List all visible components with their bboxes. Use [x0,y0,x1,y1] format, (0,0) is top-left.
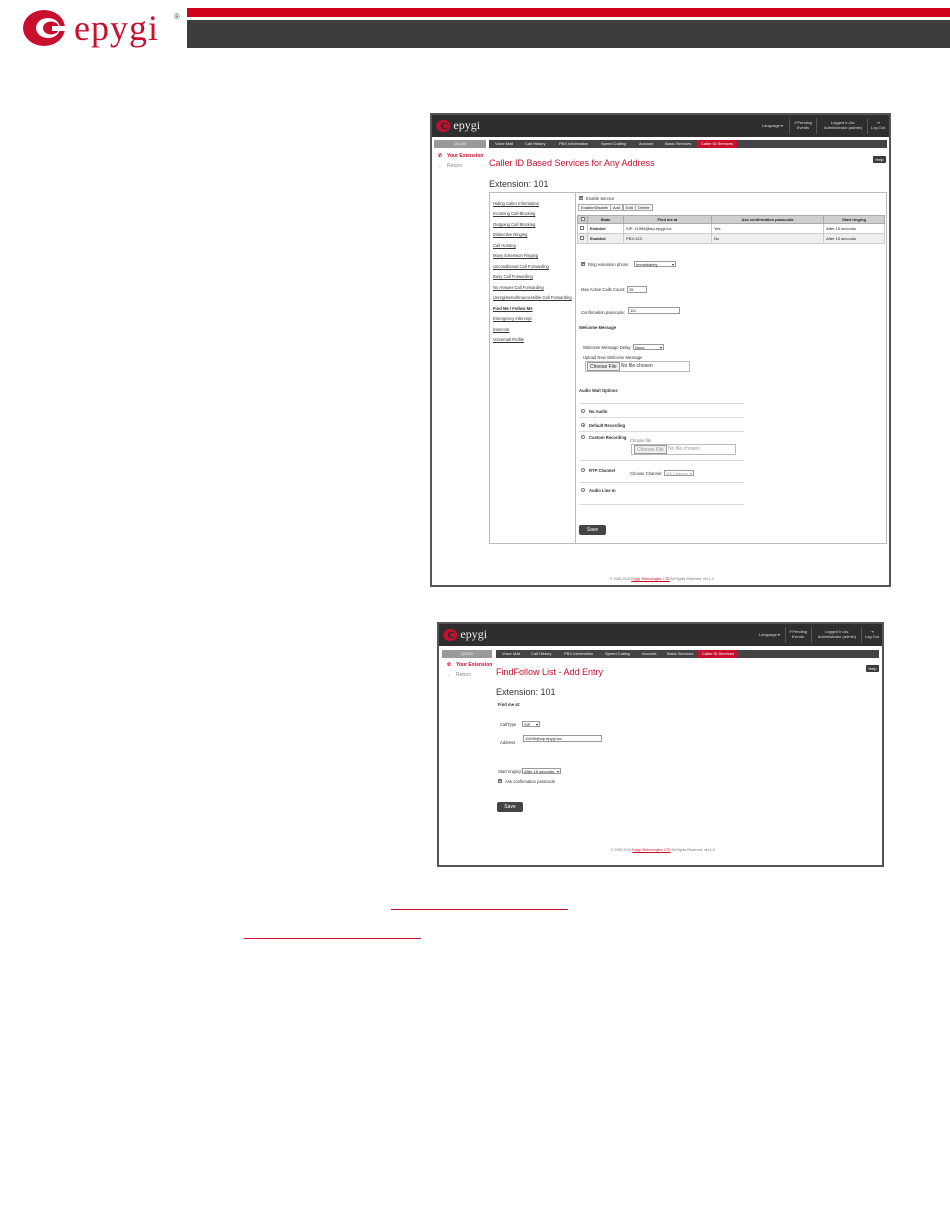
call-type-select[interactable]: SIP ▾ [522,721,540,727]
custom-choose-file-button[interactable]: Choose File [634,445,667,454]
choose-channel-label: Choose Channel: [630,471,663,476]
panel-divider [575,192,576,544]
app-logo [436,118,480,134]
call-type-label: CallType [500,722,517,727]
logged-in-as [819,120,867,130]
sidebar-label: Your Extension [447,153,484,159]
extension-title: Extension: 101 [489,179,549,189]
audio-wait-heading: Audio Wait Options [579,388,618,393]
col-start-ringing: Start ringing [824,216,885,224]
sidebar-item-your-extension[interactable] [438,153,483,159]
topbar-separator [816,118,817,134]
topbar-separator [861,627,862,643]
ring-extension-label: Ring extension phone [588,262,629,267]
table-row[interactable] [578,234,885,244]
divider [579,431,744,432]
service-link[interactable]: Intercom [493,327,510,332]
enable-disable-button[interactable]: Enable/Disable [578,204,611,211]
cell-start: After 15 seconds [824,234,885,244]
footer-suffix: All Rights Reserved. ver.1.0 [670,577,714,581]
rtp-channel-label: RTP Channel [589,468,615,473]
divider [579,460,744,461]
sidebar-label: Return [456,672,472,678]
service-link[interactable]: Distinctive Ringing [493,232,528,237]
epygi-logo-mark-icon [22,8,70,48]
cell-start: After 15 seconds [824,224,885,234]
footer-suffix: All Rights Reserved. ver.1.0 [671,848,715,852]
footer-prefix: © 2000-2016 [611,848,632,852]
registered-mark: ® [174,12,180,21]
tab-basic-services[interactable]: Basic Services [665,141,692,146]
hyperlink-underline[interactable] [391,909,568,910]
epygi-logo-text: epygi [74,8,159,48]
divider [579,482,744,483]
delete-button[interactable]: Delete [635,204,653,211]
tab-voice-mail[interactable]: Voice Mail [502,651,521,656]
default-recording-label: Default Recording [589,423,626,428]
audio-line-in-label: Audio Line In [589,488,616,493]
rtp-channel-radio[interactable] [581,468,585,472]
enable-service-checkbox[interactable] [579,196,583,200]
ask-confirmation-label: Ask confirmation passcode [505,779,556,784]
sidebar-item-return[interactable] [447,672,471,678]
page-title: FindFollow List - Add Entry [496,667,604,677]
service-link[interactable]: Incoming Call Blocking [493,211,536,216]
cell-ask: Yes [712,224,824,234]
cell-find-me-at: SIP: 11998@sip.epygi.loc [624,224,712,234]
custom-recording-label: Custom Recording [589,435,627,440]
help-button[interactable]: Help [873,156,886,163]
hyperlink-underline[interactable] [244,938,421,939]
default-recording-radio[interactable] [581,423,585,427]
choose-file-label: Choose file [630,438,651,443]
tab-pbx-information[interactable]: PBX Information [559,141,589,146]
cell-find-me-at: PBX:123 [624,234,712,244]
service-link[interactable]: Voicemail Profile [493,337,524,342]
app-logo-text: epygi [460,627,488,641]
service-link[interactable]: Many Extension Ringing [493,253,539,258]
row-checkbox[interactable] [580,236,584,240]
nav-tabbar [489,140,887,148]
welcome-delay-select[interactable]: None ▾ [633,344,664,350]
table-row[interactable] [578,224,885,234]
edit-button[interactable]: Edit [623,204,636,211]
topbar-separator [785,627,786,643]
logout-button[interactable] [869,120,887,130]
footer-link[interactable]: Epygi Technologies, LTD [631,577,670,581]
service-link[interactable]: Emergency Intercept [493,316,532,321]
app-topbar [439,624,882,646]
pending-events-link[interactable] [792,120,814,130]
phone-icon: ✆ [447,662,452,668]
start-ringing-select[interactable]: After 15 seconds ▾ [522,768,561,774]
logged-line1: Logged In As: [830,120,856,125]
footer [611,848,715,852]
arrow-left-icon: ← [438,163,443,169]
ring-extension-checkbox[interactable] [581,262,585,266]
logged-line2: Administrator (admin) [823,125,863,130]
address-label: Address [500,740,516,745]
custom-recording-radio[interactable] [581,435,585,439]
confirmation-passcode-label: Confirmation passcode: [581,310,625,315]
divider [579,403,744,404]
footer-link[interactable]: Epygi Technologies, LTD [632,848,671,852]
findme-table [577,215,885,244]
start-ringing-label: Start ringing: [498,769,522,774]
header-dark-band [187,20,950,48]
service-link[interactable]: Unregistered/Inaccessible Call Forwarding [493,295,572,300]
row-select[interactable] [578,224,588,234]
app-logo-text: epygi [453,118,481,132]
footer [610,577,714,581]
screenshot-caller-id-services [430,113,891,587]
logged-in-as [813,629,861,639]
topbar-separator [789,118,790,134]
tab-basic-services[interactable]: Basic Services [667,651,694,656]
divider [579,504,744,505]
no-audio-radio[interactable] [581,409,585,413]
topbar-separator [811,627,812,643]
service-link-active[interactable]: Find Me / Follow Me [493,306,533,311]
sidebar-label: Your Extension [456,662,493,668]
pending-line2: Events [796,125,810,130]
find-me-at-heading: Find me at: [498,702,521,707]
pending-events-link[interactable] [787,629,809,639]
logged-line2: Administrator (admin) [817,634,857,639]
tab-account[interactable]: Account [639,141,654,146]
service-link[interactable]: Hiding Caller Information [493,201,540,206]
select-all-header[interactable] [578,216,588,224]
logged-line1: Logged In As: [824,629,850,634]
ask-confirmation-checkbox[interactable] [498,779,502,783]
logout-icon: ⇥ [870,629,874,634]
cell-state: Enabled [588,224,624,234]
tab-voice-mail[interactable]: Voice Mail [495,141,514,146]
custom-no-file-text: No file chosen [668,446,700,452]
save-button[interactable]: Save [579,525,606,535]
language-menu[interactable]: Language ▾ [759,632,780,637]
ring-extension-select[interactable]: Immediately ▾ [634,261,676,267]
table-header-row [578,216,885,224]
divider [579,417,744,418]
welcome-no-file-text: No file chosen [621,363,653,369]
confirmation-passcode-input[interactable]: 111 [628,307,680,314]
help-button[interactable]: Help [866,665,879,672]
row-select[interactable] [578,234,588,244]
row-checkbox[interactable] [580,226,584,230]
cell-state: Enabled [588,234,624,244]
add-button[interactable]: Add [610,204,623,211]
enable-service-label: Enable Service [586,196,615,201]
save-button[interactable]: Save [497,802,523,812]
logout-label: Log Out [870,125,886,130]
sidebar-label: Return [447,163,463,169]
pending-line1: ✔Pending [788,629,808,634]
service-link[interactable]: No Answer Call Forwarding [493,285,544,290]
tab-call-history[interactable]: Call History [531,651,552,656]
service-link[interactable]: Outgoing Call Blocking [493,222,536,227]
col-ask-confirmation: Ask confirmation passcode [712,216,824,224]
nav-tabbar [496,650,879,658]
welcome-message-heading: Welcome Message [579,325,617,330]
channel-select[interactable]: QS Channel ▾ [664,470,694,476]
topbar-separator [867,118,868,134]
device-tab[interactable]: QX200 [442,650,492,658]
service-link[interactable]: Call Hunting [493,243,516,248]
col-state: State [588,216,624,224]
extension-title: Extension: 101 [496,687,556,697]
epygi-logo [22,8,187,48]
app-topbar [432,115,889,137]
language-menu[interactable]: Language ▾ [762,123,783,128]
welcome-delay-label: Welcome Message Delay: [583,345,632,350]
no-audio-label: No Audio [589,409,608,414]
address-input[interactable]: 11998@sip.epygi.loc [523,735,602,742]
arrow-left-icon: ← [447,672,452,678]
phone-icon: ✆ [438,153,443,159]
screenshot-findfollow-add-entry [437,622,884,867]
cell-ask: No [712,234,824,244]
tab-pbx-information[interactable]: PBX Information [564,651,594,656]
service-link[interactable]: Unconditional Call Forwarding [493,264,549,269]
pending-line1: ✔Pending [793,120,813,125]
sidebar-item-return[interactable] [438,163,462,169]
app-logo [443,627,487,643]
footer-prefix: © 2000-2016 [610,577,631,581]
tab-account[interactable]: Account [642,651,657,656]
col-find-me-at: Find me at [624,216,712,224]
page-title: Caller ID Based Services for Any Address [489,158,655,168]
tab-caller-id-services[interactable]: Caller ID Services [698,650,738,658]
select-all-checkbox[interactable] [581,217,585,221]
device-tab[interactable]: QX200 [434,140,486,148]
audio-line-in-radio[interactable] [581,488,585,492]
tab-speed-calling[interactable]: Speed Calling [601,141,626,146]
header-red-band [187,8,950,17]
pending-line2: Events [791,634,805,639]
logout-button[interactable] [863,629,881,639]
service-link[interactable]: Busy Call Forwarding [493,274,533,279]
epygi-logo-mark-icon [436,119,452,133]
max-active-calls-input[interactable]: 35 [627,286,647,293]
logout-label: Log Out [864,634,880,639]
logout-icon: ⇥ [876,120,880,125]
max-active-calls-label: Max Active Calls Count: [581,287,626,292]
welcome-choose-file-button[interactable]: Choose File [587,362,620,371]
upload-welcome-label: Upload New Welcome Message [583,355,643,360]
sidebar-item-your-extension[interactable] [447,662,492,668]
tab-caller-id-services[interactable]: Caller ID Services [697,140,737,148]
tab-call-history[interactable]: Call History [525,141,546,146]
tab-speed-calling[interactable]: Speed Calling [605,651,630,656]
epygi-logo-mark-icon [443,628,459,642]
